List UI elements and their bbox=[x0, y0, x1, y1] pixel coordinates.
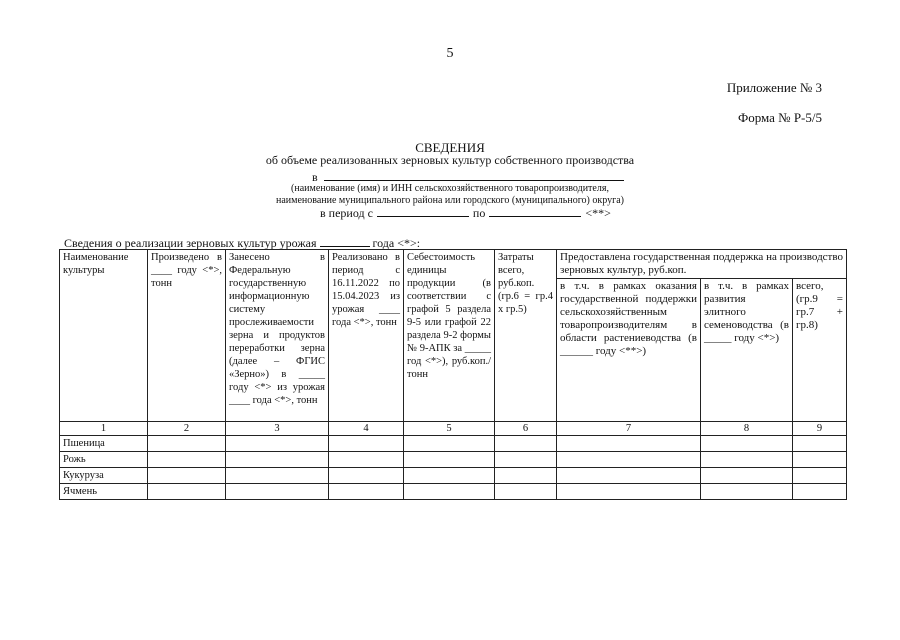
period-line bbox=[320, 206, 611, 221]
data-cell[interactable] bbox=[404, 468, 495, 484]
header-produced: Произведено в ____ году <*>, тонн bbox=[148, 250, 226, 422]
column-number: 4 bbox=[329, 422, 404, 436]
data-cell[interactable] bbox=[701, 484, 793, 500]
header-state-support: Предоставлена государственная поддержка на производство зерновых культур, руб.коп. bbox=[557, 250, 847, 279]
column-number: 3 bbox=[226, 422, 329, 436]
name-note-line-1: (наименование (имя) и ИНН сельскохозяйственного товаропроизводителя, bbox=[291, 183, 609, 194]
data-cell[interactable] bbox=[148, 468, 226, 484]
data-cell[interactable] bbox=[148, 452, 226, 468]
data-cell[interactable] bbox=[793, 452, 847, 468]
column-number: 1 bbox=[60, 422, 148, 436]
data-cell[interactable] bbox=[701, 452, 793, 468]
column-number: 5 bbox=[404, 422, 495, 436]
table-row-rye bbox=[60, 452, 847, 468]
data-cell[interactable] bbox=[557, 484, 701, 500]
data-cell[interactable] bbox=[329, 484, 404, 500]
column-number: 9 bbox=[793, 422, 847, 436]
column-number: 7 bbox=[557, 422, 701, 436]
table-caption-prefix: Сведения о реализации зерновых культур урожая bbox=[64, 236, 317, 250]
data-cell[interactable] bbox=[495, 436, 557, 452]
header-crop-name: Наименование культуры bbox=[60, 250, 148, 422]
document-title: СВЕДЕНИЯ bbox=[415, 140, 485, 155]
crop-name-corn: Кукуруза bbox=[60, 468, 148, 484]
in-label: в bbox=[312, 170, 318, 184]
sales-table bbox=[59, 249, 847, 500]
column-number: 8 bbox=[701, 422, 793, 436]
data-cell[interactable] bbox=[226, 468, 329, 484]
data-cell[interactable] bbox=[404, 452, 495, 468]
table-header-row-1 bbox=[60, 250, 847, 279]
data-cell[interactable] bbox=[148, 484, 226, 500]
data-cell[interactable] bbox=[495, 452, 557, 468]
period-mid: по bbox=[472, 206, 486, 220]
data-cell[interactable] bbox=[793, 468, 847, 484]
crop-name-barley: Ячмень bbox=[60, 484, 148, 500]
data-cell[interactable] bbox=[226, 452, 329, 468]
header-unit-cost: Себестоимость единицы продукции (в соответствии с графой 5 раздела 9-5 или графой 22 раздела 9-2 формы № 9-АПК за _____ год <*>), руб.коп./тонн bbox=[404, 250, 495, 422]
data-cell[interactable] bbox=[329, 468, 404, 484]
period-end-field[interactable] bbox=[489, 206, 581, 217]
data-cell[interactable] bbox=[329, 436, 404, 452]
data-cell[interactable] bbox=[701, 436, 793, 452]
data-cell[interactable] bbox=[557, 436, 701, 452]
harvest-year-field[interactable] bbox=[320, 236, 370, 247]
data-cell[interactable] bbox=[557, 452, 701, 468]
form-label: Форма № Р-5/5 bbox=[737, 110, 822, 125]
period-start-field[interactable] bbox=[377, 206, 469, 217]
data-cell[interactable] bbox=[404, 484, 495, 500]
header-total-costs: Затраты всего, руб.коп. (гр.6 = гр.4 х гр.5) bbox=[495, 250, 557, 422]
data-cell[interactable] bbox=[793, 436, 847, 452]
data-cell[interactable] bbox=[557, 468, 701, 484]
appendix-label: Приложение № 3 bbox=[726, 80, 822, 95]
data-cell[interactable] bbox=[404, 436, 495, 452]
data-cell[interactable] bbox=[701, 468, 793, 484]
data-cell[interactable] bbox=[495, 484, 557, 500]
document-subtitle: об объеме реализованных зерновых культур собственного производства bbox=[265, 153, 635, 167]
period-suffix: <**> bbox=[585, 206, 611, 220]
data-cell[interactable] bbox=[793, 484, 847, 500]
column-number-row bbox=[60, 422, 847, 436]
page-number: 5 bbox=[446, 46, 454, 61]
producer-name-field[interactable] bbox=[324, 170, 624, 181]
header-sold: Реализовано в период с 16.11.2022 по 15.04.2023 из урожая ____ года <*>, тонн bbox=[329, 250, 404, 422]
table-row-wheat bbox=[60, 436, 847, 452]
data-cell[interactable] bbox=[495, 468, 557, 484]
header-fgis-zerno: Занесено в Федеральную государственную информационную систему прослеживаемости зерна и продуктов переработки зерна (далее – ФГИС «Зерно») в _____ году <*> из урожая ____ года <*>, тонн bbox=[226, 250, 329, 422]
period-prefix: в период с bbox=[320, 206, 373, 220]
data-cell[interactable] bbox=[329, 452, 404, 468]
crop-name-wheat: Пшеница bbox=[60, 436, 148, 452]
crop-name-rye: Рожь bbox=[60, 452, 148, 468]
header-support-total: всего, (гр.9 = гр.7 + гр.8) bbox=[793, 279, 847, 422]
header-support-elite-seeds: в т.ч. в рамках развития элитного семеноводства (в _____ году <*>) bbox=[701, 279, 793, 422]
data-cell[interactable] bbox=[226, 436, 329, 452]
column-number: 2 bbox=[148, 422, 226, 436]
name-note-line-2: наименование муниципального района или городского (муниципального) округа) bbox=[276, 195, 624, 206]
header-support-crop-production: в т.ч. в рамках оказания государственной поддержки сельскохозяйственным товаропроизводителям в области растениеводства (в ______ году <**>) bbox=[557, 279, 701, 422]
data-cell[interactable] bbox=[148, 436, 226, 452]
table-caption-suffix: года <*>: bbox=[372, 236, 421, 250]
data-cell[interactable] bbox=[226, 484, 329, 500]
table-row-corn bbox=[60, 468, 847, 484]
table-row-barley bbox=[60, 484, 847, 500]
column-number: 6 bbox=[495, 422, 557, 436]
